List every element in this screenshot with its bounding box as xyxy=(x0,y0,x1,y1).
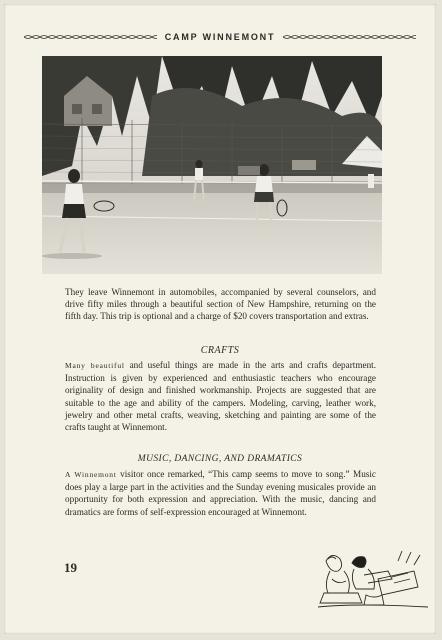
tennis-photo xyxy=(42,56,382,274)
music-paragraph xyxy=(65,468,376,518)
book-page xyxy=(4,4,436,634)
running-header xyxy=(24,30,416,44)
header-ornament-right xyxy=(283,34,416,40)
crafts-lead: Many beautiful xyxy=(65,361,125,370)
page-number: 19 xyxy=(64,560,77,575)
music-body: visitor once remarked, “This camp seems to move to song.” Music does play a large part in the activities and the Sunday evening musicales provide an opportunity for both expression and appreciation. With the music, dancing and dramatics are forms of self-expression encouraged at Winnemont. xyxy=(65,469,376,517)
music-lead: A Winnemont xyxy=(65,470,117,479)
music-heading: MUSIC, DANCING, AND DRAMATICS xyxy=(137,454,303,464)
header-ornament-left xyxy=(24,34,157,40)
crafts-heading: CRAFTS xyxy=(200,345,240,356)
camper-sketch-illustration xyxy=(318,549,430,611)
crafts-body: and useful things are made in the arts and crafts department. Instruction is given by experienced and enthusiastic teachers who encourage originality of design and finished workmanship. Projects are suggested that are suitable to the age and ability of the campers. Modeling, carving, leather work, jewelry and other metal crafts, weaving, sketching and painting are some of the crafts taught at Winnemont. xyxy=(65,360,377,433)
header-title: CAMP WINNEMONT xyxy=(164,32,276,42)
crafts-paragraph xyxy=(65,359,376,433)
trip-paragraph: They leave Winnemont in automobiles, accompanied by several counselors, and drive fifty miles through a beautiful section of New Hampshire, returning on the fifth day. This trip is optional and a charge of $20 covers transportation and extras. xyxy=(65,287,376,322)
